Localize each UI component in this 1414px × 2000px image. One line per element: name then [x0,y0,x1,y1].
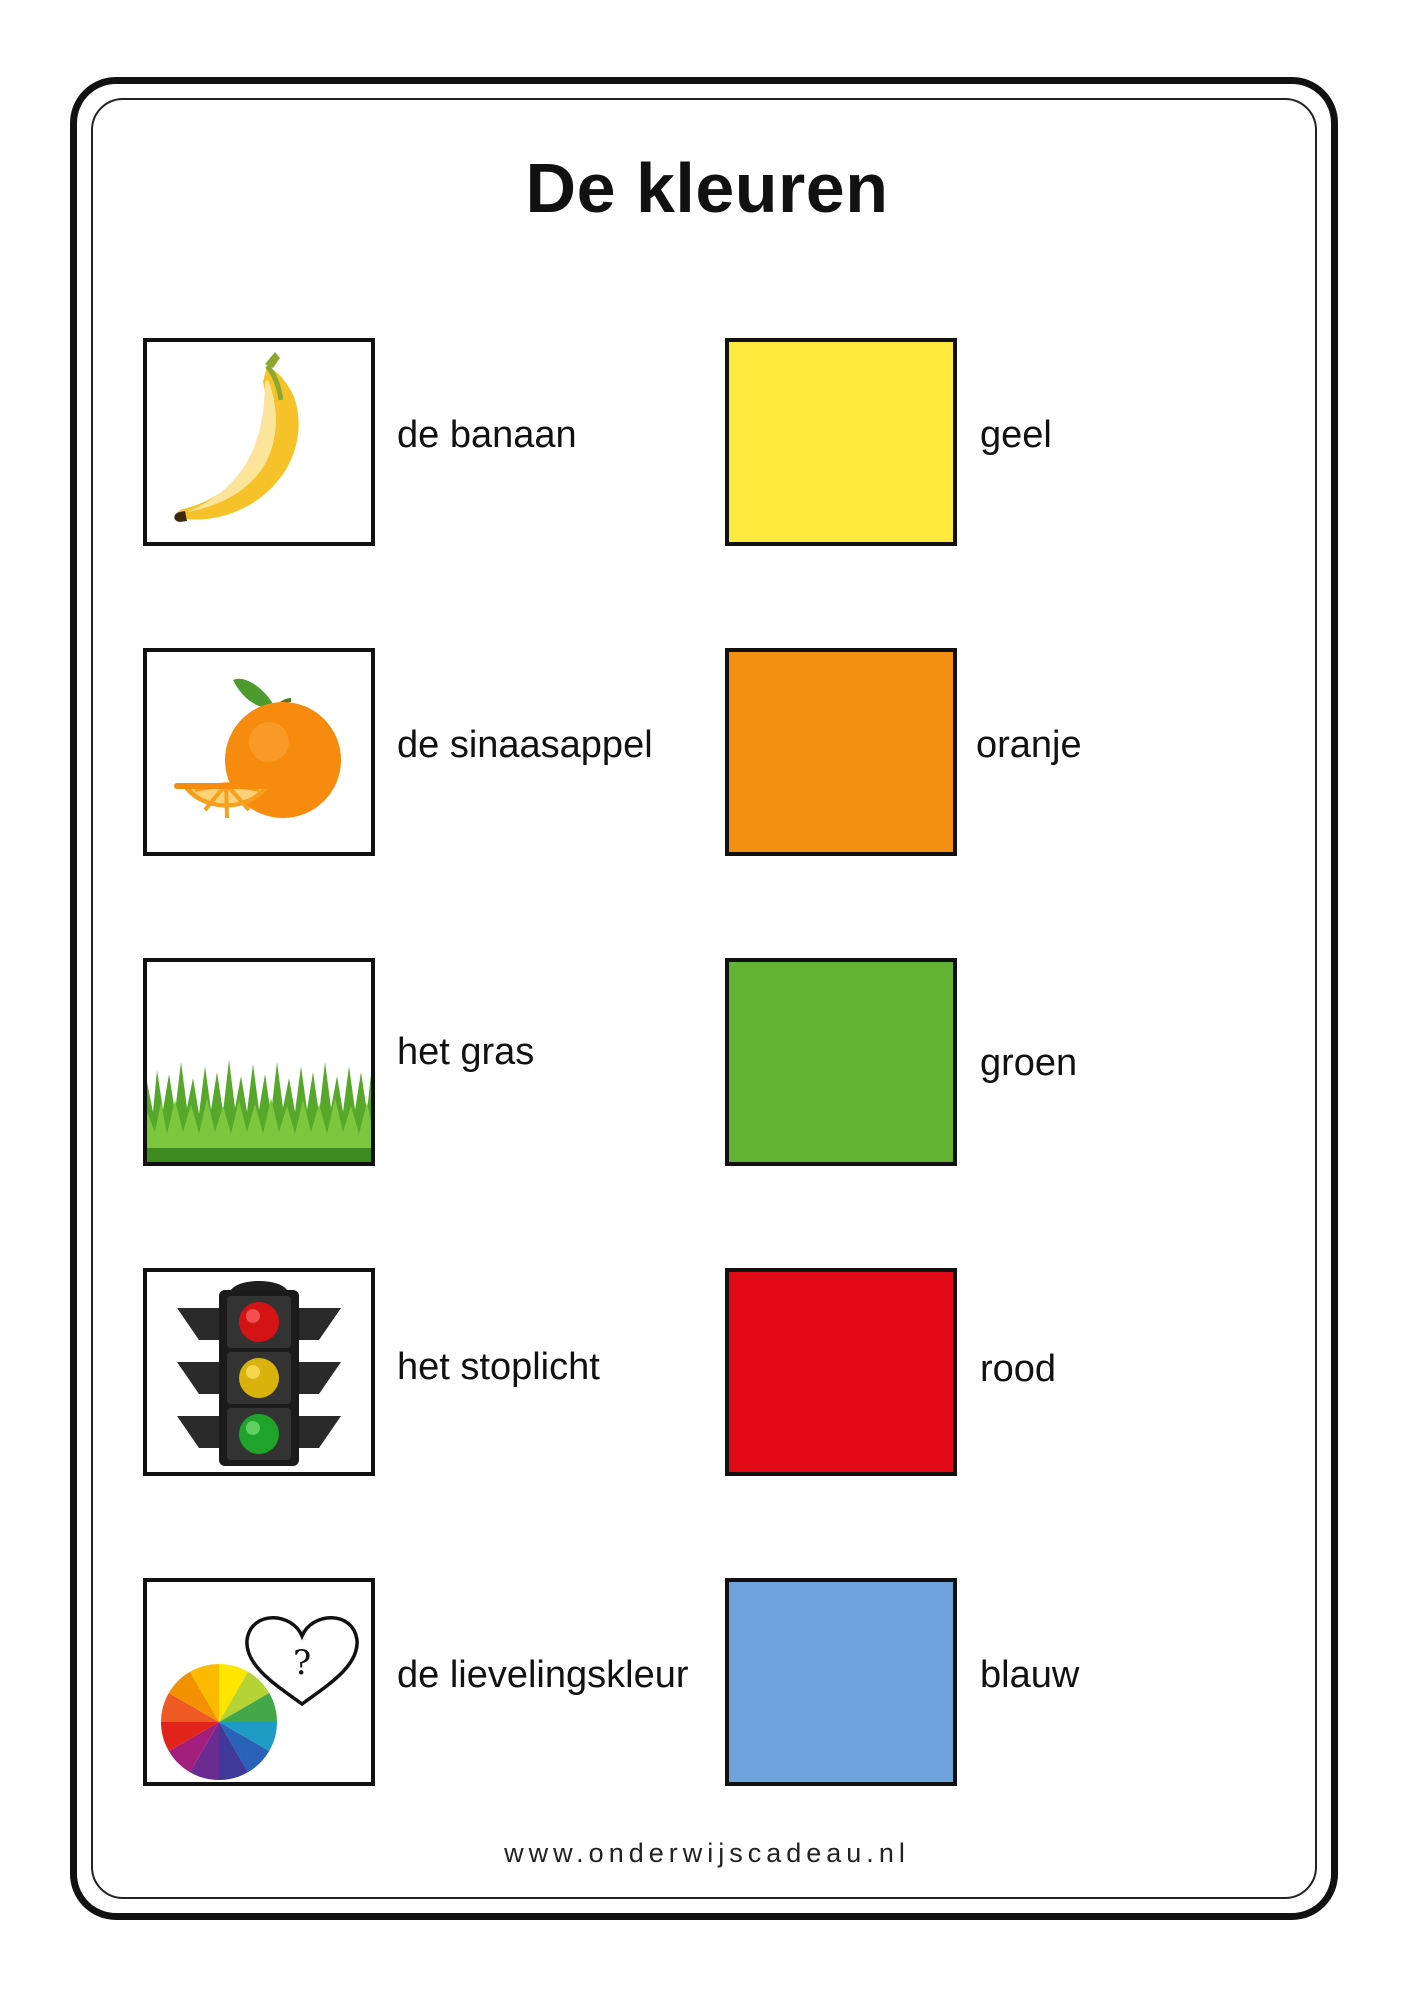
footer-url: www.onderwijscadeau.nl [504,1838,910,1868]
word-label: het stoplicht [397,1346,600,1388]
color-swatch-blauw [725,1578,957,1786]
picture-box [143,648,375,856]
color-swatch-groen [725,958,957,1166]
orange-icon [147,652,371,852]
color-label: rood [980,1348,1057,1390]
color-label: oranje [976,724,1082,766]
word-label: de sinaasappel [397,724,653,766]
list-item [0,958,1414,1168]
color-swatch-rood [725,1268,957,1476]
color-label: geel [980,414,1052,456]
color-swatch-oranje [725,648,957,856]
list-item [0,648,1414,858]
svg-text:?: ? [293,1643,312,1683]
list-item [0,338,1414,548]
list-item [0,1268,1414,1478]
page-title: De kleuren [525,149,889,227]
picture-box [143,338,375,546]
picture-box [143,1268,375,1476]
grass-icon [147,962,371,1162]
color-label: groen [980,1042,1078,1084]
word-label: de lievelingskleur [397,1654,689,1696]
color-swatch-geel [725,338,957,546]
picture-box [143,1578,375,1786]
picture-box [143,958,375,1166]
list-item [0,1578,1414,1788]
banana-icon [147,342,371,542]
traffic-light-icon [147,1272,371,1472]
word-label: het gras [397,1031,535,1073]
color-label: blauw [980,1654,1080,1696]
word-label: de banaan [397,414,577,456]
color-wheel-heart-icon [147,1582,371,1782]
